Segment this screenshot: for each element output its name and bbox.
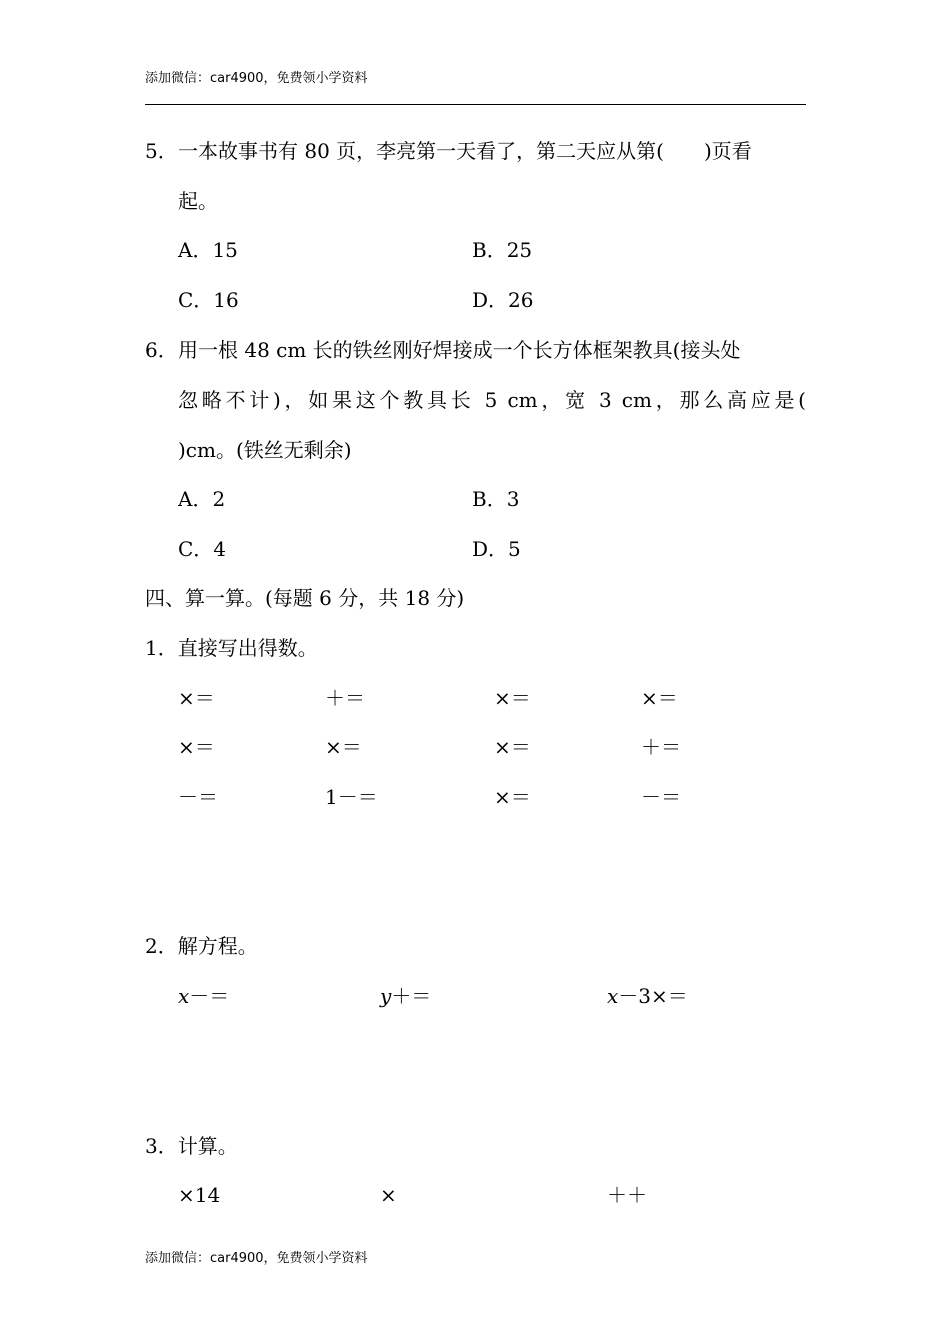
- calc-item: ×＝: [641, 686, 678, 710]
- calc-item: ＋＝: [641, 735, 681, 759]
- equation-2-var: y: [380, 984, 392, 1008]
- calc-item: ×＝: [494, 735, 531, 759]
- q5-option-d: D．26: [472, 288, 534, 312]
- calc-item: －＝: [641, 785, 681, 809]
- equation-1-var: x: [178, 984, 190, 1008]
- page-header: 添加微信：car4900，免费领小学资料: [145, 71, 368, 86]
- equation-3: [607, 983, 688, 1009]
- equation-2: [380, 983, 431, 1009]
- q6-option-b: B．3: [472, 487, 520, 511]
- q6-option-a: A．2: [178, 487, 226, 511]
- q5-line2: 起。: [178, 189, 218, 213]
- calc-item: ×＝: [178, 686, 215, 710]
- calc-item: ×＝: [325, 735, 362, 759]
- calc-item: ×＝: [178, 735, 215, 759]
- q6-line2: 忽略不计)，如果这个教具长 5 cm，宽 3 cm，那么高应是(: [178, 388, 806, 412]
- q5-option-a: A．15: [178, 238, 238, 262]
- q6-number: 6．: [145, 338, 178, 362]
- compute-item: ＋＋: [607, 1183, 647, 1207]
- header-rule: [145, 104, 806, 105]
- equation-3-rest: －3×＝: [618, 984, 688, 1008]
- q5-line1: 一本故事书有 80 页，李亮第一天看了，第二天应从第( )页看: [178, 139, 752, 163]
- page-footer: 添加微信：car4900，免费领小学资料: [145, 1251, 368, 1266]
- calc-item: －＝: [178, 785, 218, 809]
- part1-title: 1．直接写出得数。: [145, 636, 318, 660]
- equation-3-var: x: [607, 984, 619, 1008]
- q5-option-b: B．25: [472, 238, 533, 262]
- q6-option-d: D．5: [472, 537, 521, 561]
- part3-title: 3．计算。: [145, 1134, 238, 1158]
- section-4-heading: 四、算一算。(每题 6 分，共 18 分): [145, 586, 465, 610]
- calc-item: ×＝: [494, 785, 531, 809]
- equation-2-rest: ＋＝: [391, 984, 432, 1008]
- q6-line1: 用一根 48 cm 长的铁丝刚好焊接成一个长方体框架教具(接头处: [178, 338, 741, 362]
- compute-item: ×14: [178, 1183, 221, 1207]
- q6-option-c: C．4: [178, 537, 227, 561]
- equation-1-rest: －＝: [189, 984, 230, 1008]
- q5-number: 5．: [145, 139, 178, 163]
- calc-item: 1－＝: [325, 785, 378, 809]
- calc-item: ×＝: [494, 686, 531, 710]
- compute-item: ×: [380, 1183, 397, 1207]
- q5-option-c: C．16: [178, 288, 239, 312]
- q6-line3: )cm。(铁丝无剩余): [178, 438, 352, 462]
- part2-title: 2．解方程。: [145, 934, 258, 958]
- calc-item: ＋＝: [325, 686, 365, 710]
- equation-1: [178, 983, 229, 1009]
